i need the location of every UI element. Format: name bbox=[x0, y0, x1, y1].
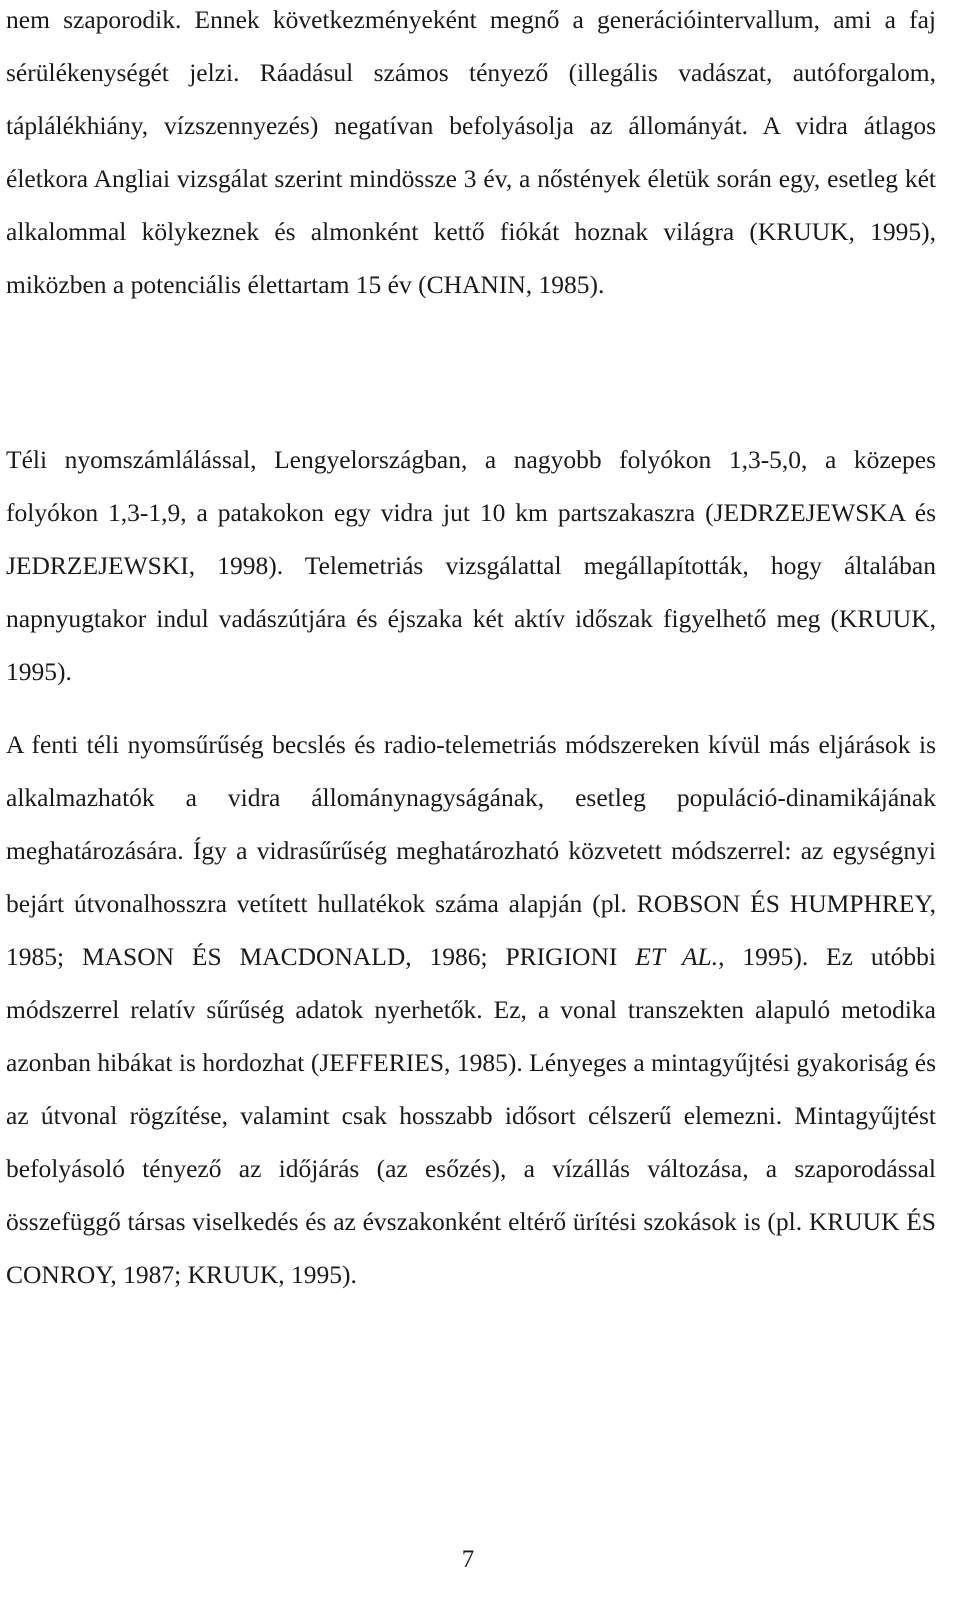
paragraph-3-italic: ET AL. bbox=[635, 942, 719, 971]
paragraph-3 bbox=[6, 718, 936, 1301]
paragraph-3-text-a: A fenti téli nyomsűrűség becslés és radio-telemetriás módszereken kívül más eljárások is alkalmazhatók a vidra állománynagyságának, esetleg populáció-dinamikájának meghatározására. Így a vidrasűrűség meghatározható közvetett módszerrel: az egységnyi bejárt útvonalhosszra vetített hullatékok száma alapján (pl. ROBSON ÉS HUMPHREY, 1985; MASON ÉS MACDONALD, 1986; PRIGIONI bbox=[6, 730, 936, 971]
paragraph-1: nem szaporodik. Ennek következményeként megnő a generációintervallum, ami a faj sérülékenységét jelzi. Ráadásul számos tényező (illegális vadászat, autóforgalom, táplálékhiány, vízszennyezés) negatívan befolyásolja az állományát. A vidra átlagos életkora Angliai vizsgálat szerint mindössze 3 év, a nőstények életük során egy, esetleg két alkalommal kölykeznek és almonként kettő fiókát hoznak világra (KRUUK, 1995), miközben a potenciális élettartam 15 év (CHANIN, 1985). bbox=[6, 5, 936, 299]
paragraph-2: Téli nyomszámlálással, Lengyelországban, a nagyobb folyókon 1,3-5,0, a közepes folyókon 1,3-1,9, a patakokon egy vidra jut 10 km partszakaszra (JEDRZEJEWSKA és JEDRZEJEWSKI, 1998). Telemetriás vizsgálattal megállapították, hogy általában napnyugtakor indul vadászútjára és éjszaka két aktív időszak figyelhető meg (KRUUK, 1995). bbox=[6, 445, 936, 686]
page-number: 7 bbox=[461, 1546, 475, 1573]
paragraph-3-text-b: , 1995). Ez utóbbi módszerrel relatív sűrűség adatok nyerhetők. Ez, a vonal transzekten alapuló metodika azonban hibákat is hordozhat (JEFFERIES, 1985). Lényeges a mintagyűjtési gyakoriság és az útvonal rögzítése, valamint csak hosszabb idősort célszerű elemezni. Mintagyűjtést befolyásoló tényező az időjárás (az esőzés), a vízállás változása, a szaporodással összefüggő társas viselkedés és az évszakonként eltérő ürítési szokások is (pl. KRUUK ÉS CONROY, 1987; KRUUK, 1995). bbox=[6, 942, 936, 1289]
